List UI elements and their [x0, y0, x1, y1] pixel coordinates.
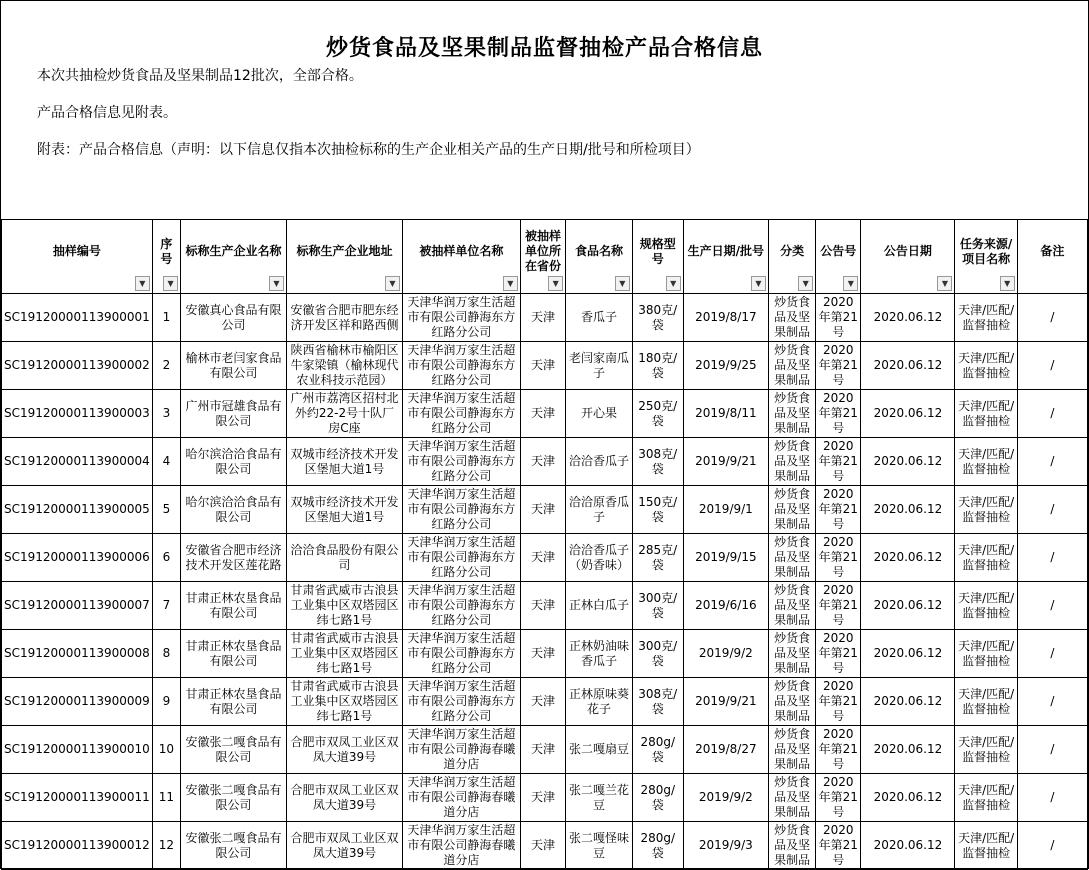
cell-category[interactable]: 炒货食品及坚果制品 — [769, 822, 816, 870]
cell-category[interactable]: 炒货食品及坚果制品 — [769, 678, 816, 726]
cell-manufacturer-address[interactable]: 合肥市双凤工业区双凤大道39号 — [286, 726, 402, 774]
intro-summary: 本次共抽检炒货食品及坚果制品12批次，全部合格。 — [37, 68, 363, 84]
table-row — [2, 822, 1088, 870]
cell-manufacturer-address[interactable]: 合肥市双凤工业区双凤大道39号 — [286, 774, 402, 822]
cell-food-name[interactable]: 正林奶油味香瓜子 — [566, 630, 633, 678]
cell-spec[interactable]: 308克/袋 — [632, 678, 683, 726]
table-row — [2, 390, 1088, 438]
cell-notice-date[interactable]: 2020.06.12 — [861, 294, 955, 342]
header-task-source: 任务来源/项目名称 ▼ — [955, 220, 1017, 294]
cell-spec[interactable]: 250克/袋 — [632, 390, 683, 438]
cell-sample-id[interactable]: SC19120000113900002 — [2, 342, 153, 390]
cell-remarks[interactable]: / — [1017, 534, 1087, 582]
cell-category[interactable]: 炒货食品及坚果制品 — [769, 342, 816, 390]
filter-dropdown-icon[interactable]: ▼ — [666, 276, 681, 291]
cell-province[interactable]: 天津 — [520, 726, 565, 774]
cell-remarks[interactable]: / — [1017, 438, 1087, 486]
cell-sample-id[interactable]: SC19120000113900012 — [2, 822, 153, 870]
cell-sample-id[interactable]: SC19120000113900006 — [2, 534, 153, 582]
cell-category[interactable]: 炒货食品及坚果制品 — [769, 486, 816, 534]
cell-task-source[interactable]: 天津/匹配/监督抽检 — [955, 630, 1017, 678]
table-row — [2, 534, 1088, 582]
cell-notice-date[interactable]: 2020.06.12 — [861, 822, 955, 870]
cell-notice-date[interactable]: 2020.06.12 — [861, 630, 955, 678]
filter-dropdown-icon[interactable]: ▼ — [548, 276, 563, 291]
results-table — [1, 219, 1088, 870]
cell-notice-date[interactable]: 2020.06.12 — [861, 342, 955, 390]
cell-seq[interactable]: 9 — [152, 678, 180, 726]
header-notice-no: 公告号 ▼ — [816, 220, 861, 294]
cell-sampled-unit[interactable]: 天津华润万家生活超市有限公司静海春曦道分店 — [403, 774, 521, 822]
cell-manufacturer-address[interactable]: 安徽省合肥市肥东经济开发区祥和路西侧 — [286, 294, 402, 342]
cell-manufacturer-address[interactable]: 陕西省榆林市榆阳区牛家梁镇（榆林现代农业科技示范园） — [286, 342, 402, 390]
cell-task-source[interactable]: 天津/匹配/监督抽检 — [955, 438, 1017, 486]
cell-sampled-unit[interactable]: 天津华润万家生活超市有限公司静海春曦道分店 — [403, 726, 521, 774]
cell-sample-id[interactable]: SC19120000113900008 — [2, 630, 153, 678]
cell-province[interactable]: 天津 — [520, 822, 565, 870]
cell-province[interactable]: 天津 — [520, 486, 565, 534]
cell-spec[interactable]: 280g/袋 — [632, 726, 683, 774]
cell-sampled-unit[interactable]: 天津华润万家生活超市有限公司静海东方红路分公司 — [403, 342, 521, 390]
header-sampled-unit: 被抽样单位名称 ▼ — [403, 220, 521, 294]
cell-production-date[interactable]: 2019/9/1 — [683, 486, 768, 534]
cell-production-date[interactable]: 2019/9/15 — [683, 534, 768, 582]
cell-sample-id[interactable]: SC19120000113900010 — [2, 726, 153, 774]
cell-notice-date[interactable]: 2020.06.12 — [861, 774, 955, 822]
header-sample-id: 抽样编号 ▼ — [2, 220, 153, 294]
cell-notice-no[interactable]: 2020年第21号 — [816, 774, 861, 822]
cell-production-date[interactable]: 2019/9/21 — [683, 678, 768, 726]
cell-notice-date[interactable]: 2020.06.12 — [861, 390, 955, 438]
cell-seq[interactable]: 4 — [152, 438, 180, 486]
cell-manufacturer[interactable]: 安徽省合肥市经济技术开发区莲花路 — [181, 534, 287, 582]
filter-dropdown-icon[interactable]: ▼ — [798, 276, 813, 291]
filter-dropdown-icon[interactable]: ▼ — [135, 276, 150, 291]
cell-food-name[interactable]: 正林原味葵花子 — [566, 678, 633, 726]
cell-production-date[interactable]: 2019/8/11 — [683, 390, 768, 438]
header-manufacturer-address: 标称生产企业地址 ▼ — [286, 220, 402, 294]
cell-food-name[interactable]: 正林白瓜子 — [566, 582, 633, 630]
filter-dropdown-icon[interactable]: ▼ — [937, 276, 952, 291]
cell-manufacturer[interactable]: 广州市冠雄食品有限公司 — [181, 390, 287, 438]
cell-manufacturer[interactable]: 哈尔滨洽洽食品有限公司 — [181, 486, 287, 534]
cell-notice-no[interactable]: 2020年第21号 — [816, 726, 861, 774]
cell-province[interactable]: 天津 — [520, 774, 565, 822]
cell-category[interactable]: 炒货食品及坚果制品 — [769, 390, 816, 438]
table-row — [2, 342, 1088, 390]
cell-sample-id[interactable]: SC19120000113900009 — [2, 678, 153, 726]
cell-spec[interactable]: 308克/袋 — [632, 438, 683, 486]
filter-dropdown-icon[interactable]: ▼ — [615, 276, 630, 291]
table-row — [2, 630, 1088, 678]
cell-remarks[interactable]: / — [1017, 390, 1087, 438]
cell-notice-no[interactable]: 2020年第21号 — [816, 486, 861, 534]
cell-sampled-unit[interactable]: 天津华润万家生活超市有限公司静海东方红路分公司 — [403, 678, 521, 726]
cell-seq[interactable]: 2 — [152, 342, 180, 390]
header-category: 分类 ▼ — [769, 220, 816, 294]
cell-remarks[interactable]: / — [1017, 774, 1087, 822]
cell-province[interactable]: 天津 — [520, 390, 565, 438]
header-seq: 序号 ▼ — [152, 220, 180, 294]
table-row — [2, 774, 1088, 822]
cell-category[interactable]: 炒货食品及坚果制品 — [769, 630, 816, 678]
cell-notice-no[interactable]: 2020年第21号 — [816, 342, 861, 390]
cell-seq[interactable]: 7 — [152, 582, 180, 630]
cell-food-name[interactable]: 洽洽香瓜子（奶香味） — [566, 534, 633, 582]
cell-notice-date[interactable]: 2020.06.12 — [861, 486, 955, 534]
cell-notice-date[interactable]: 2020.06.12 — [861, 678, 955, 726]
cell-notice-no[interactable]: 2020年第21号 — [816, 390, 861, 438]
page-title: 炒货食品及坚果制品监督抽检产品合格信息 — [325, 36, 763, 61]
cell-manufacturer[interactable]: 安徽张二嘎食品有限公司 — [181, 774, 287, 822]
cell-manufacturer-address[interactable]: 双城市经济技术开发区堡旭大道1号 — [286, 438, 402, 486]
cell-notice-date[interactable]: 2020.06.12 — [861, 726, 955, 774]
table-row — [2, 726, 1088, 774]
cell-manufacturer-address[interactable]: 广州市荔湾区招村北外约22-2号十队厂房C座 — [286, 390, 402, 438]
cell-seq[interactable]: 8 — [152, 630, 180, 678]
header-row — [2, 220, 1088, 294]
cell-task-source[interactable]: 天津/匹配/监督抽检 — [955, 678, 1017, 726]
cell-task-source[interactable]: 天津/匹配/监督抽检 — [955, 774, 1017, 822]
table-body — [2, 294, 1088, 870]
table-row — [2, 486, 1088, 534]
cell-remarks[interactable]: / — [1017, 294, 1087, 342]
cell-manufacturer-address[interactable]: 甘肃省武威市古浪县工业集中区双塔园区纬七路1号 — [286, 582, 402, 630]
cell-manufacturer[interactable]: 甘肃正林农垦食品有限公司 — [181, 678, 287, 726]
cell-manufacturer[interactable]: 榆林市老闫家食品有限公司 — [181, 342, 287, 390]
filter-dropdown-icon[interactable]: ▼ — [163, 276, 178, 291]
cell-notice-date[interactable]: 2020.06.12 — [861, 582, 955, 630]
cell-notice-no[interactable]: 2020年第21号 — [816, 822, 861, 870]
cell-spec[interactable]: 300克/袋 — [632, 582, 683, 630]
cell-seq[interactable]: 12 — [152, 822, 180, 870]
filter-dropdown-icon[interactable]: ▼ — [269, 276, 284, 291]
cell-sample-id[interactable]: SC19120000113900001 — [2, 294, 153, 342]
cell-manufacturer[interactable]: 安徽张二嘎食品有限公司 — [181, 822, 287, 870]
header-notice-date: 公告日期 ▼ — [861, 220, 955, 294]
cell-spec[interactable]: 300克/袋 — [632, 630, 683, 678]
cell-category[interactable]: 炒货食品及坚果制品 — [769, 726, 816, 774]
cell-seq[interactable]: 5 — [152, 486, 180, 534]
cell-province[interactable]: 天津 — [520, 678, 565, 726]
cell-remarks[interactable]: / — [1017, 630, 1087, 678]
cell-notice-no[interactable]: 2020年第21号 — [816, 630, 861, 678]
table-row — [2, 294, 1088, 342]
cell-notice-no[interactable]: 2020年第21号 — [816, 438, 861, 486]
cell-task-source[interactable]: 天津/匹配/监督抽检 — [955, 342, 1017, 390]
cell-sample-id[interactable]: SC19120000113900003 — [2, 390, 153, 438]
cell-notice-date[interactable]: 2020.06.12 — [861, 534, 955, 582]
cell-sampled-unit[interactable]: 天津华润万家生活超市有限公司静海东方红路分公司 — [403, 582, 521, 630]
cell-food-name[interactable]: 开心果 — [566, 390, 633, 438]
cell-task-source[interactable]: 天津/匹配/监督抽检 — [955, 390, 1017, 438]
cell-manufacturer[interactable]: 安徽张二嘎食品有限公司 — [181, 726, 287, 774]
cell-remarks[interactable]: / — [1017, 486, 1087, 534]
cell-sampled-unit[interactable]: 天津华润万家生活超市有限公司静海东方红路分公司 — [403, 438, 521, 486]
cell-seq[interactable]: 11 — [152, 774, 180, 822]
header-province: 被抽样单位所在省份 ▼ — [520, 220, 565, 294]
cell-task-source[interactable]: 天津/匹配/监督抽检 — [955, 486, 1017, 534]
cell-province[interactable]: 天津 — [520, 534, 565, 582]
cell-manufacturer[interactable]: 甘肃正林农垦食品有限公司 — [181, 630, 287, 678]
cell-production-date[interactable]: 2019/8/17 — [683, 294, 768, 342]
header-food-name: 食品名称 ▼ — [566, 220, 633, 294]
table-row — [2, 438, 1088, 486]
cell-production-date[interactable]: 2019/9/25 — [683, 342, 768, 390]
header-production-date: 生产日期/批号 ▼ — [683, 220, 768, 294]
intro-reference: 产品合格信息见附表。 — [37, 105, 177, 121]
filter-dropdown-icon[interactable]: ▼ — [1000, 276, 1015, 291]
cell-category[interactable]: 炒货食品及坚果制品 — [769, 774, 816, 822]
cell-task-source[interactable]: 天津/匹配/监督抽检 — [955, 582, 1017, 630]
cell-spec[interactable]: 150克/袋 — [632, 486, 683, 534]
cell-manufacturer-address[interactable]: 合肥市双凤工业区双凤大道39号 — [286, 822, 402, 870]
cell-sample-id[interactable]: SC19120000113900005 — [2, 486, 153, 534]
cell-sampled-unit[interactable]: 天津华润万家生活超市有限公司静海东方红路分公司 — [403, 534, 521, 582]
cell-food-name[interactable]: 洽洽原香瓜子 — [566, 486, 633, 534]
cell-seq[interactable]: 6 — [152, 534, 180, 582]
filter-dropdown-icon[interactable]: ▼ — [385, 276, 400, 291]
cell-food-name[interactable]: 张二嘎兰花豆 — [566, 774, 633, 822]
cell-production-date[interactable]: 2019/6/16 — [683, 582, 768, 630]
cell-production-date[interactable]: 2019/9/2 — [683, 630, 768, 678]
cell-spec[interactable]: 280g/袋 — [632, 822, 683, 870]
cell-sampled-unit[interactable]: 天津华润万家生活超市有限公司静海东方红路分公司 — [403, 390, 521, 438]
cell-food-name[interactable]: 张二嘎怪味豆 — [566, 822, 633, 870]
cell-spec[interactable]: 280g/袋 — [632, 774, 683, 822]
cell-notice-no[interactable]: 2020年第21号 — [816, 678, 861, 726]
cell-remarks[interactable]: / — [1017, 822, 1087, 870]
cell-province[interactable]: 天津 — [520, 438, 565, 486]
cell-food-name[interactable]: 洽洽香瓜子 — [566, 438, 633, 486]
header-manufacturer: 标称生产企业名称 ▼ — [181, 220, 287, 294]
header-remarks: 备注 — [1017, 220, 1087, 294]
cell-manufacturer[interactable]: 安徽真心食品有限公司 — [181, 294, 287, 342]
cell-category[interactable]: 炒货食品及坚果制品 — [769, 534, 816, 582]
cell-province[interactable]: 天津 — [520, 630, 565, 678]
filter-dropdown-icon[interactable]: ▼ — [751, 276, 766, 291]
cell-sample-id[interactable]: SC19120000113900004 — [2, 438, 153, 486]
cell-manufacturer-address[interactable]: 甘肃省武威市古浪县工业集中区双塔园区纬七路1号 — [286, 678, 402, 726]
cell-task-source[interactable]: 天津/匹配/监督抽检 — [955, 822, 1017, 870]
cell-seq[interactable]: 10 — [152, 726, 180, 774]
cell-province[interactable]: 天津 — [520, 342, 565, 390]
table-row — [2, 678, 1088, 726]
cell-sample-id[interactable]: SC19120000113900011 — [2, 774, 153, 822]
cell-spec[interactable]: 380克/袋 — [632, 294, 683, 342]
header-spec: 规格型号 ▼ — [632, 220, 683, 294]
cell-notice-date[interactable]: 2020.06.12 — [861, 438, 955, 486]
cell-seq[interactable]: 1 — [152, 294, 180, 342]
cell-task-source[interactable]: 天津/匹配/监督抽检 — [955, 294, 1017, 342]
cell-manufacturer-address[interactable]: 双城市经济技术开发区堡旭大道1号 — [286, 486, 402, 534]
cell-spec[interactable]: 180克/袋 — [632, 342, 683, 390]
cell-manufacturer-address[interactable]: 洽洽食品股份有限公司 — [286, 534, 402, 582]
cell-category[interactable]: 炒货食品及坚果制品 — [769, 294, 816, 342]
cell-remarks[interactable]: / — [1017, 582, 1087, 630]
cell-sampled-unit[interactable]: 天津华润万家生活超市有限公司静海东方红路分公司 — [403, 630, 521, 678]
cell-production-date[interactable]: 2019/9/3 — [683, 822, 768, 870]
cell-food-name[interactable]: 张二嘎扇豆 — [566, 726, 633, 774]
intro-statement: 附表：产品合格信息（声明：以下信息仅指本次抽检标称的生产企业相关产品的生产日期/批号和所检项目） — [37, 142, 700, 158]
cell-remarks[interactable]: / — [1017, 678, 1087, 726]
cell-notice-no[interactable]: 2020年第21号 — [816, 534, 861, 582]
cell-province[interactable]: 天津 — [520, 582, 565, 630]
cell-manufacturer[interactable]: 甘肃正林农垦食品有限公司 — [181, 582, 287, 630]
cell-food-name[interactable]: 老闫家南瓜子 — [566, 342, 633, 390]
cell-sampled-unit[interactable]: 天津华润万家生活超市有限公司静海春曦道分店 — [403, 822, 521, 870]
cell-province[interactable]: 天津 — [520, 294, 565, 342]
cell-food-name[interactable]: 香瓜子 — [566, 294, 633, 342]
cell-production-date[interactable]: 2019/8/27 — [683, 726, 768, 774]
cell-sample-id[interactable]: SC19120000113900007 — [2, 582, 153, 630]
cell-seq[interactable]: 3 — [152, 390, 180, 438]
filter-dropdown-icon[interactable]: ▼ — [503, 276, 518, 291]
cell-manufacturer-address[interactable]: 甘肃省武威市古浪县工业集中区双塔园区纬七路1号 — [286, 630, 402, 678]
filter-dropdown-icon[interactable]: ▼ — [843, 276, 858, 291]
cell-task-source[interactable]: 天津/匹配/监督抽检 — [955, 534, 1017, 582]
cell-notice-no[interactable]: 2020年第21号 — [816, 294, 861, 342]
cell-manufacturer[interactable]: 哈尔滨洽洽食品有限公司 — [181, 438, 287, 486]
cell-notice-no[interactable]: 2020年第21号 — [816, 582, 861, 630]
cell-sampled-unit[interactable]: 天津华润万家生活超市有限公司静海东方红路分公司 — [403, 486, 521, 534]
cell-category[interactable]: 炒货食品及坚果制品 — [769, 582, 816, 630]
cell-spec[interactable]: 285克/袋 — [632, 534, 683, 582]
cell-category[interactable]: 炒货食品及坚果制品 — [769, 438, 816, 486]
cell-sampled-unit[interactable]: 天津华润万家生活超市有限公司静海东方红路分公司 — [403, 294, 521, 342]
table-row — [2, 582, 1088, 630]
cell-task-source[interactable]: 天津/匹配/监督抽检 — [955, 726, 1017, 774]
cell-remarks[interactable]: / — [1017, 342, 1087, 390]
cell-production-date[interactable]: 2019/9/2 — [683, 774, 768, 822]
cell-production-date[interactable]: 2019/9/21 — [683, 438, 768, 486]
cell-remarks[interactable]: / — [1017, 726, 1087, 774]
